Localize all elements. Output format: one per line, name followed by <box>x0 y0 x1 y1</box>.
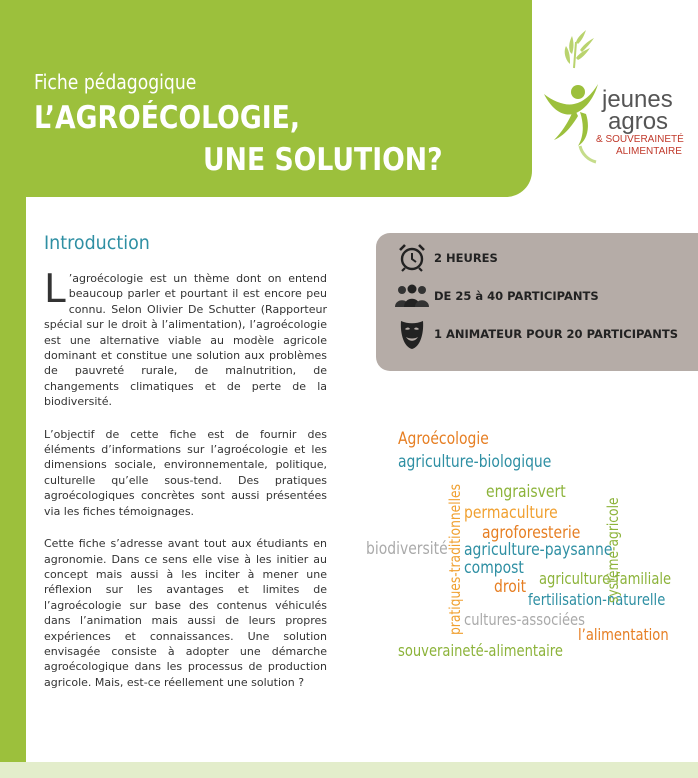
logo-tagline-line2: ALIMENTAIRE <box>616 146 682 157</box>
introduction-body <box>44 267 327 707</box>
alarm-clock-icon <box>394 243 430 273</box>
footer-band <box>0 762 698 778</box>
logo-tagline-line1: & SOUVERAINETÉ <box>596 134 684 145</box>
word-cloud-word-vertical: pratiques-traditionnelles <box>446 483 464 635</box>
word-cloud-word: fertilisation-naturelle <box>528 590 666 609</box>
word-cloud-word: engraisvert <box>486 482 566 502</box>
duration-text: 2 HEURES <box>434 251 498 265</box>
word-cloud-word-vertical: système-agricole <box>604 497 622 603</box>
section-heading-introduction: Introduction <box>44 232 150 254</box>
group-people-icon <box>394 281 430 311</box>
session-info-box <box>376 233 698 371</box>
info-row-participants <box>394 281 599 311</box>
word-cloud-word: agroforesterie <box>482 523 581 543</box>
jeunes-agros-logo <box>540 28 690 178</box>
drop-cap: L <box>44 267 66 312</box>
word-cloud-word: Agroécologie <box>398 429 489 449</box>
document-subtitle: Fiche pédagogique <box>34 70 197 94</box>
word-cloud-word: agriculture-paysanne <box>464 540 613 560</box>
word-cloud-word: souveraineté-alimentaire <box>398 641 563 660</box>
word-cloud-word: biodiversité <box>366 539 448 559</box>
intro-paragraph-1 <box>44 267 327 410</box>
logo-word-jeunes: jeunes <box>602 86 673 113</box>
document-title-line1: L’AGROÉCOLOGIE, <box>34 100 300 136</box>
word-cloud-word: agriculture-biologique <box>398 452 552 472</box>
intro-paragraph-1-text: ’agroécologie est un thème dont on entend beaucoup parler et pourtant il est encore peu connu. Selon Olivier De Schutter (Rapporteur spécial sur le droit à l’alimentation), l’agroécologie est une alternative viable au modèle agricole dominant et constitue une solution aux problèmes de pauvreté rurale, de malnutrition, de changements climatiques et de perte de la biodiversité. <box>44 272 327 409</box>
word-cloud-word: compost <box>464 558 524 578</box>
word-cloud-word: agriculture-familiale <box>539 569 672 588</box>
animators-text: 1 ANIMATEUR POUR 20 PARTICIPANTS <box>434 327 679 341</box>
intro-paragraph-2: L’objectif de cette fiche est de fournir des éléments d’informations sur l’agroécologie et les dimensions sociale, environnementale, politique, culturelle qu’elle sous-tend. Des pratiques agroécologiques concrètes sont aussi présentées via les fiches témoignages. <box>44 427 327 518</box>
word-cloud-word: permaculture <box>464 503 558 523</box>
intro-paragraph-3: Cette fiche s’adresse avant tout aux étudiants en agronomie. Dans ce sens elle vise à les initier au concept mais aussi à les inciter à mener une réflexion sur les avantages et limites de l’agroécologie sur base des contenus véhiculés dans l’animation mais aussi de leurs propres expériences et connaissances. Une solution envisagée consiste à adopter une démarche agroécologique dans les processus de production agricole. Mais, est-ce réellement une solution ? <box>44 537 327 689</box>
info-row-animators <box>394 319 678 349</box>
logo-word-agros: agros <box>608 108 669 135</box>
participants-text: DE 25 à 40 PARTICIPANTS <box>434 289 599 303</box>
document-title-line2: UNE SOLUTION? <box>203 142 443 178</box>
agroecology-word-cloud <box>360 425 698 665</box>
word-cloud-word: droit <box>494 577 527 597</box>
word-cloud-word: cultures-associées <box>464 610 585 629</box>
theatre-mask-icon <box>394 319 430 349</box>
info-row-duration <box>394 243 498 273</box>
word-cloud-word: l’alimentation <box>578 625 669 644</box>
